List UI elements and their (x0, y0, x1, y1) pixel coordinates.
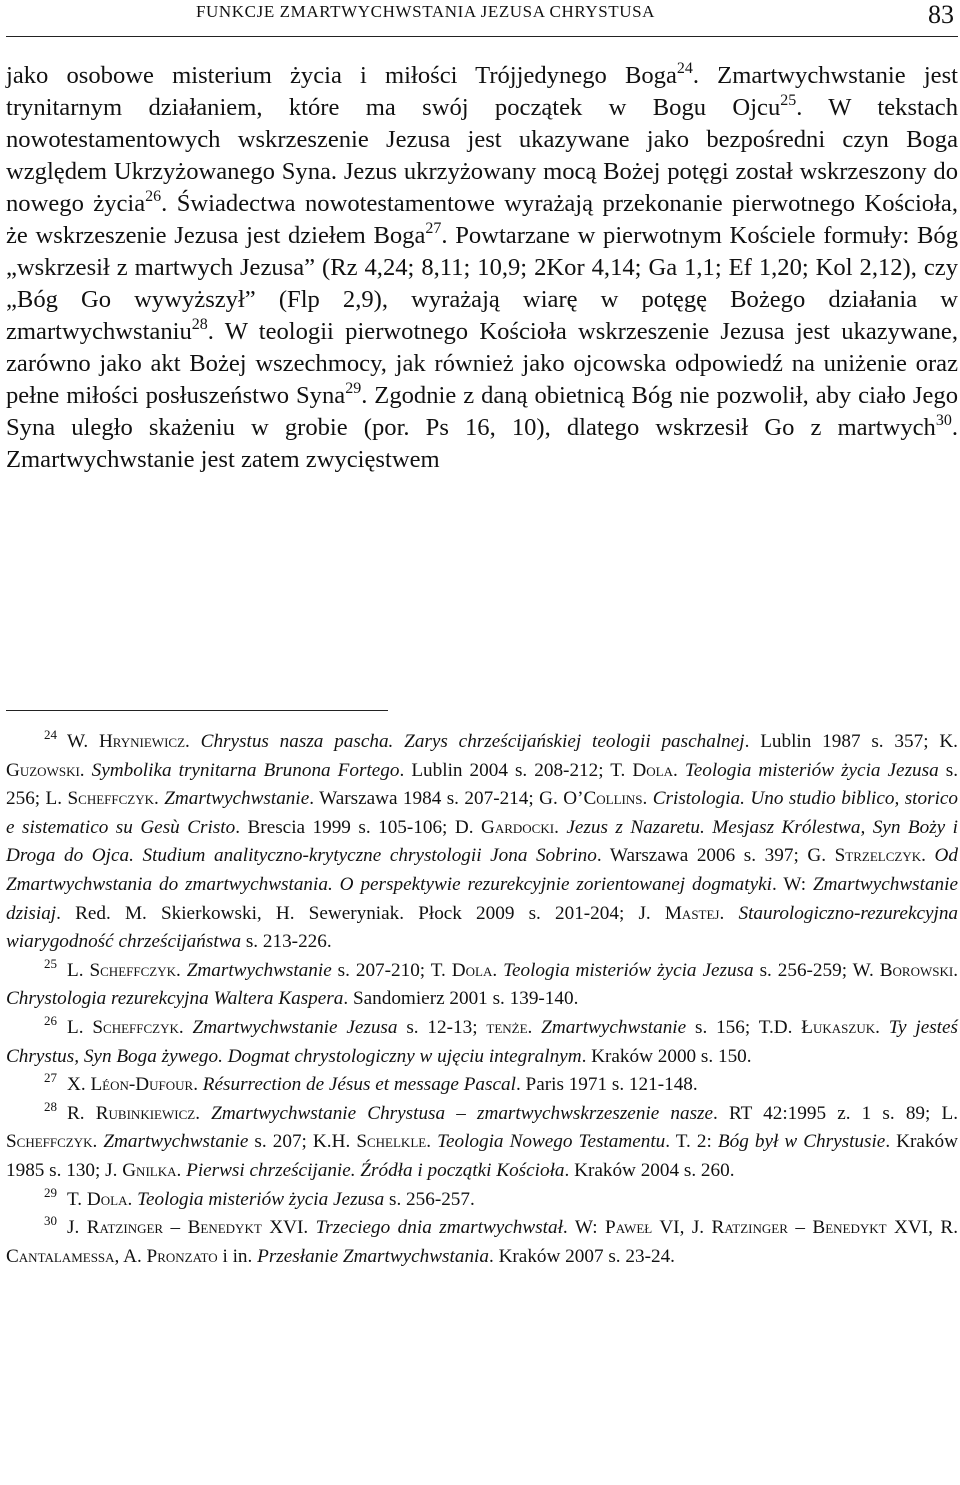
text-run: . Warszawa 2006 s. 397; G. (596, 845, 835, 867)
footnotes (6, 728, 958, 1271)
text-run: . (953, 959, 958, 981)
author-name: Cantalamessa (6, 1245, 115, 1267)
footnote (6, 1071, 958, 1100)
author-name: Dola (451, 959, 493, 981)
title-italic: Zmartwychwstanie dzisiaj (6, 873, 958, 924)
title-italic: Chrystologia rezurekcyjna Waltera Kaspera (6, 988, 344, 1010)
text-run: . RT 42:1995 z. 1 s. 89; L. (713, 1102, 958, 1124)
author-name: Mastej (664, 902, 720, 924)
author-name: Scheffczyk (89, 959, 176, 981)
author-name: Collins (583, 788, 643, 810)
footnote (6, 957, 958, 1014)
text-run: . Kraków 2000 s. 150. (581, 1045, 752, 1067)
author-name: Dola (632, 759, 673, 781)
text-run: s. 256; L. (6, 759, 959, 810)
text-run: s. 156; T.D. (686, 1016, 802, 1038)
footnote-number: 29 (44, 1184, 57, 1200)
text-run: . Sandomierz 2001 s. 139-140. (343, 988, 579, 1010)
text-run: . Zmartwychwstanie jest trynitarnym działaniem, które ma swój początek w Bogu Ojcu (6, 62, 958, 121)
text-run: . W tekstach nowotestamentowych wskrzeszenie Jezusa jest ukazywane jako bezpośredni czyn Boga względem Ukrzyżowanego Syna. Jezus ukrzyżowany mocą Bożej potęgi został wskrzeszony do nowego życia (6, 94, 959, 217)
author-name: Strzelczyk (834, 845, 922, 867)
text-run: . Brescia 1999 s. 105-106; D. (235, 816, 481, 838)
text-run: X. (67, 1074, 91, 1096)
text-run: s. 213-226. (241, 931, 332, 953)
footnote-ref: 28 (191, 316, 208, 333)
text-run: L. (67, 1016, 93, 1038)
author-name: Rubinkiewicz (95, 1102, 196, 1124)
footnote-number-wrap (6, 728, 67, 757)
running-header (6, 2, 958, 37)
text-run: , J. (679, 1217, 712, 1239)
text-run: . (127, 1188, 138, 1210)
text-run: R. (67, 1102, 96, 1124)
author-name: tenże (486, 1016, 528, 1038)
text-run: . (185, 731, 201, 752)
text-run: . (642, 788, 653, 810)
author-name: Scheffczyk (67, 788, 155, 810)
title-italic: Teologia misteriów życia Jezusa (684, 759, 939, 781)
text-run: . (154, 788, 165, 810)
author-name: Łukaszuk (801, 1016, 876, 1038)
author-name: Guzowski (6, 759, 80, 781)
text-run: . (195, 1102, 212, 1124)
title-italic: Jezus z Nazaretu. Mesjasz Królestwa, Syn Boży i Droga do Ojca. Studium analityczno-krytyczne chrystologii Jona Sobrino (6, 816, 958, 867)
text-run: . Zmartwychwstanie jest zatem zwycięstwem (6, 414, 958, 473)
title-italic: Zmartwychwstanie (164, 788, 310, 810)
author-name: Gardocki (480, 816, 555, 838)
text-run: . W: (771, 873, 814, 895)
author-name: Schelkle (356, 1131, 427, 1153)
text-run: . (178, 1016, 193, 1038)
text-run: . (176, 1159, 187, 1181)
text-run: , A. (114, 1245, 147, 1267)
text-run: . (554, 816, 567, 838)
footnote (6, 728, 958, 957)
text-run: . (527, 1016, 542, 1038)
footnote-ref: 27 (425, 220, 442, 237)
text-run: . (875, 1016, 889, 1038)
author-name: Scheffczyk (6, 1131, 93, 1153)
title-italic: Teologia misteriów życia Jezusa (503, 959, 754, 981)
footnote-number-wrap (6, 1071, 67, 1100)
title-italic: Bóg był w Chrystusie (717, 1131, 886, 1153)
title-italic: Przesłanie Zmartwychwstania (257, 1245, 489, 1267)
footnote-number-wrap (6, 1214, 67, 1243)
main-paragraph (6, 60, 958, 476)
footnote (6, 1214, 958, 1271)
text-run: . Zgodnie z daną obietnicą Bóg nie pozwolił, aby ciało Jego Syna uległo skażeniu w grobie (por. Ps 16, 10), dlatego wskrzesił Go z martwych (6, 382, 958, 441)
text-run: . W teologii pierwotnego Kościoła wskrzeszenie Jezusa jest ukazywane, zarówno jako akt Bożej wszechmocy, jak również jako ojcowska odpowiedź na uniżenie oraz pełne miłości posłuszeństwo Syna (6, 318, 958, 409)
author-name: Pronzato (146, 1245, 218, 1267)
author-name: Dola (86, 1188, 128, 1210)
text-run: s. 12-13; (397, 1016, 487, 1038)
footnote-number-wrap (6, 957, 67, 986)
footnote-number: 25 (44, 955, 57, 971)
footnote-number-wrap (6, 1014, 67, 1043)
text-run: . (719, 902, 739, 924)
text-run: . (193, 1074, 203, 1096)
footnote-ref: 24 (676, 60, 693, 77)
text-run: . Świadectwa nowotestamentowe wyrażają przekonanie pierwotnego Kościoła, że wskrzeszenie Jezusa jest dziełem Boga (6, 190, 958, 249)
text-run: . (303, 1217, 316, 1239)
title-italic: Zmartwychwstanie (186, 959, 332, 981)
footnote-ref: 30 (935, 412, 952, 429)
title-italic: Ty jesteś Chrystus, Syn Boga żywego. Dogmat chrystologiczny w ujęciu integralnym (6, 1016, 958, 1067)
footnote-number: 28 (44, 1098, 57, 1114)
text-run: jako osobowe misterium życia i miłości Trójjedynego Boga (6, 62, 677, 89)
text-run: . Kraków 2007 s. 23-24. (488, 1245, 675, 1267)
footnote (6, 1014, 958, 1071)
title-italic: Symbolika trynitarna Brunona Fortego (91, 759, 400, 781)
title-italic: Pierwsi chrześcijanie. Źródła i początki Kościoła (186, 1159, 565, 1181)
footnote-number: 24 (44, 727, 57, 742)
footnote-ref: 26 (145, 188, 162, 205)
text-run: . (672, 759, 685, 781)
title-italic: Od Zmartwychwstania do zmartwychwstania. O perspektywie rezurekcyjnie zorientowanej dogmatyki (6, 845, 958, 895)
title-italic: Chrystus nasza pascha. Zarys chrześcijańskiej teologii paschalnej (200, 731, 745, 752)
text-run: . Red. M. Skierkowski, H. Seweryniak. Płock 2009 s. 201-204; J. (56, 902, 665, 924)
page-number: 83 (928, 0, 954, 29)
text-run: . (426, 1131, 438, 1153)
footnote-ref: 25 (780, 92, 797, 109)
footnote-number-wrap (6, 1100, 67, 1129)
text-run: . Warszawa 1984 s. 207-214; G. O’ (309, 788, 584, 810)
text-run: s. 256-257. (384, 1188, 475, 1210)
footnote (6, 1186, 958, 1215)
text-run: s. 207-210; T. (331, 959, 452, 981)
author-name: Ratzinger – Benedykt XVI (711, 1217, 929, 1239)
text-run: . (921, 845, 935, 867)
title-italic: Zmartwychwstanie Chrystusa – zmartwychwskrzeszenie nasze (211, 1102, 714, 1124)
title-italic: Résurrection de Jésus et message Pascal (202, 1074, 516, 1096)
text-run: , R. (928, 1217, 959, 1239)
footnote-ref: 29 (345, 380, 362, 397)
text-run: T. (67, 1188, 87, 1210)
text-run: . Paris 1971 s. 121-148. (515, 1074, 698, 1096)
text-run: . Lublin 1987 s. 357; K. (744, 731, 958, 752)
footnote-number: 30 (44, 1213, 57, 1229)
text-run: . T. 2: (665, 1131, 718, 1153)
text-run: . Kraków 1985 s. 130; J. (6, 1131, 958, 1181)
text-run: s. 256-259; W. (753, 959, 880, 981)
author-name: Hryniewicz (98, 731, 186, 752)
title-italic: Teologia misteriów życia Jezusa (137, 1188, 385, 1210)
text-run: s. 207; K.H. (248, 1131, 357, 1153)
title-italic: Zmartwychwstanie (541, 1016, 687, 1038)
text-run: W. (67, 731, 99, 752)
footnote-number-wrap (6, 1186, 67, 1215)
text-run: J. (67, 1217, 87, 1239)
footnote (6, 1100, 958, 1186)
footnote-separator (6, 710, 388, 711)
text-run: . (92, 1131, 104, 1153)
text-run: . Lublin 2004 s. 208-212; T. (399, 759, 633, 781)
title-italic: Trzeciego dnia zmartwychwstał (315, 1217, 563, 1239)
footnote-number: 26 (44, 1012, 57, 1028)
text-run: L. (67, 959, 90, 981)
text-run: . Powtarzane w pierwotnym Kościele formuły: Bóg „wskrzesił z martwych Jezusa” (Rz 4,24; 8,11; 10,9; 2Kor 4,14; Ga 1,1; Ef 1,20; Kol 2,12), czy „Bóg Go wywyższył” (Flp 2,9), wyrażają wiarę w potęgę Bożego działania w zmartwychwstaniu (6, 222, 959, 345)
text-run: i in. (217, 1245, 258, 1267)
title-italic: Zmartwychwstanie (103, 1131, 249, 1153)
title-italic: Cristologia. Uno studio biblico, storico e sistematico su Gesù Cristo (6, 788, 959, 838)
author-name: Léon-Dufour (90, 1074, 194, 1096)
text-run: . (176, 959, 187, 981)
author-name: Gnilka (122, 1159, 177, 1181)
footnote-number: 27 (44, 1070, 57, 1086)
author-name: Paweł VI (605, 1217, 680, 1239)
text-run: . Kraków 2004 s. 260. (564, 1159, 735, 1181)
title-italic: Staurologiczno-rezurekcyjna wiarygodność chrześcijaństwa (6, 902, 959, 953)
author-name: Scheffczyk (92, 1016, 179, 1038)
title-italic: Zmartwychwstanie Jezusa (192, 1016, 398, 1038)
text-run: . W: (562, 1217, 606, 1239)
author-name: Ratzinger – Benedykt XVI (86, 1217, 304, 1239)
title-italic: Teologia Nowego Testamentu (437, 1131, 666, 1153)
text-run: . (492, 959, 504, 981)
text-run: . (79, 759, 92, 781)
author-name: Borowski (879, 959, 954, 981)
running-title: FUNKCJE ZMARTWYCHWSTANIA JEZUSA CHRYSTUSA (196, 2, 656, 21)
